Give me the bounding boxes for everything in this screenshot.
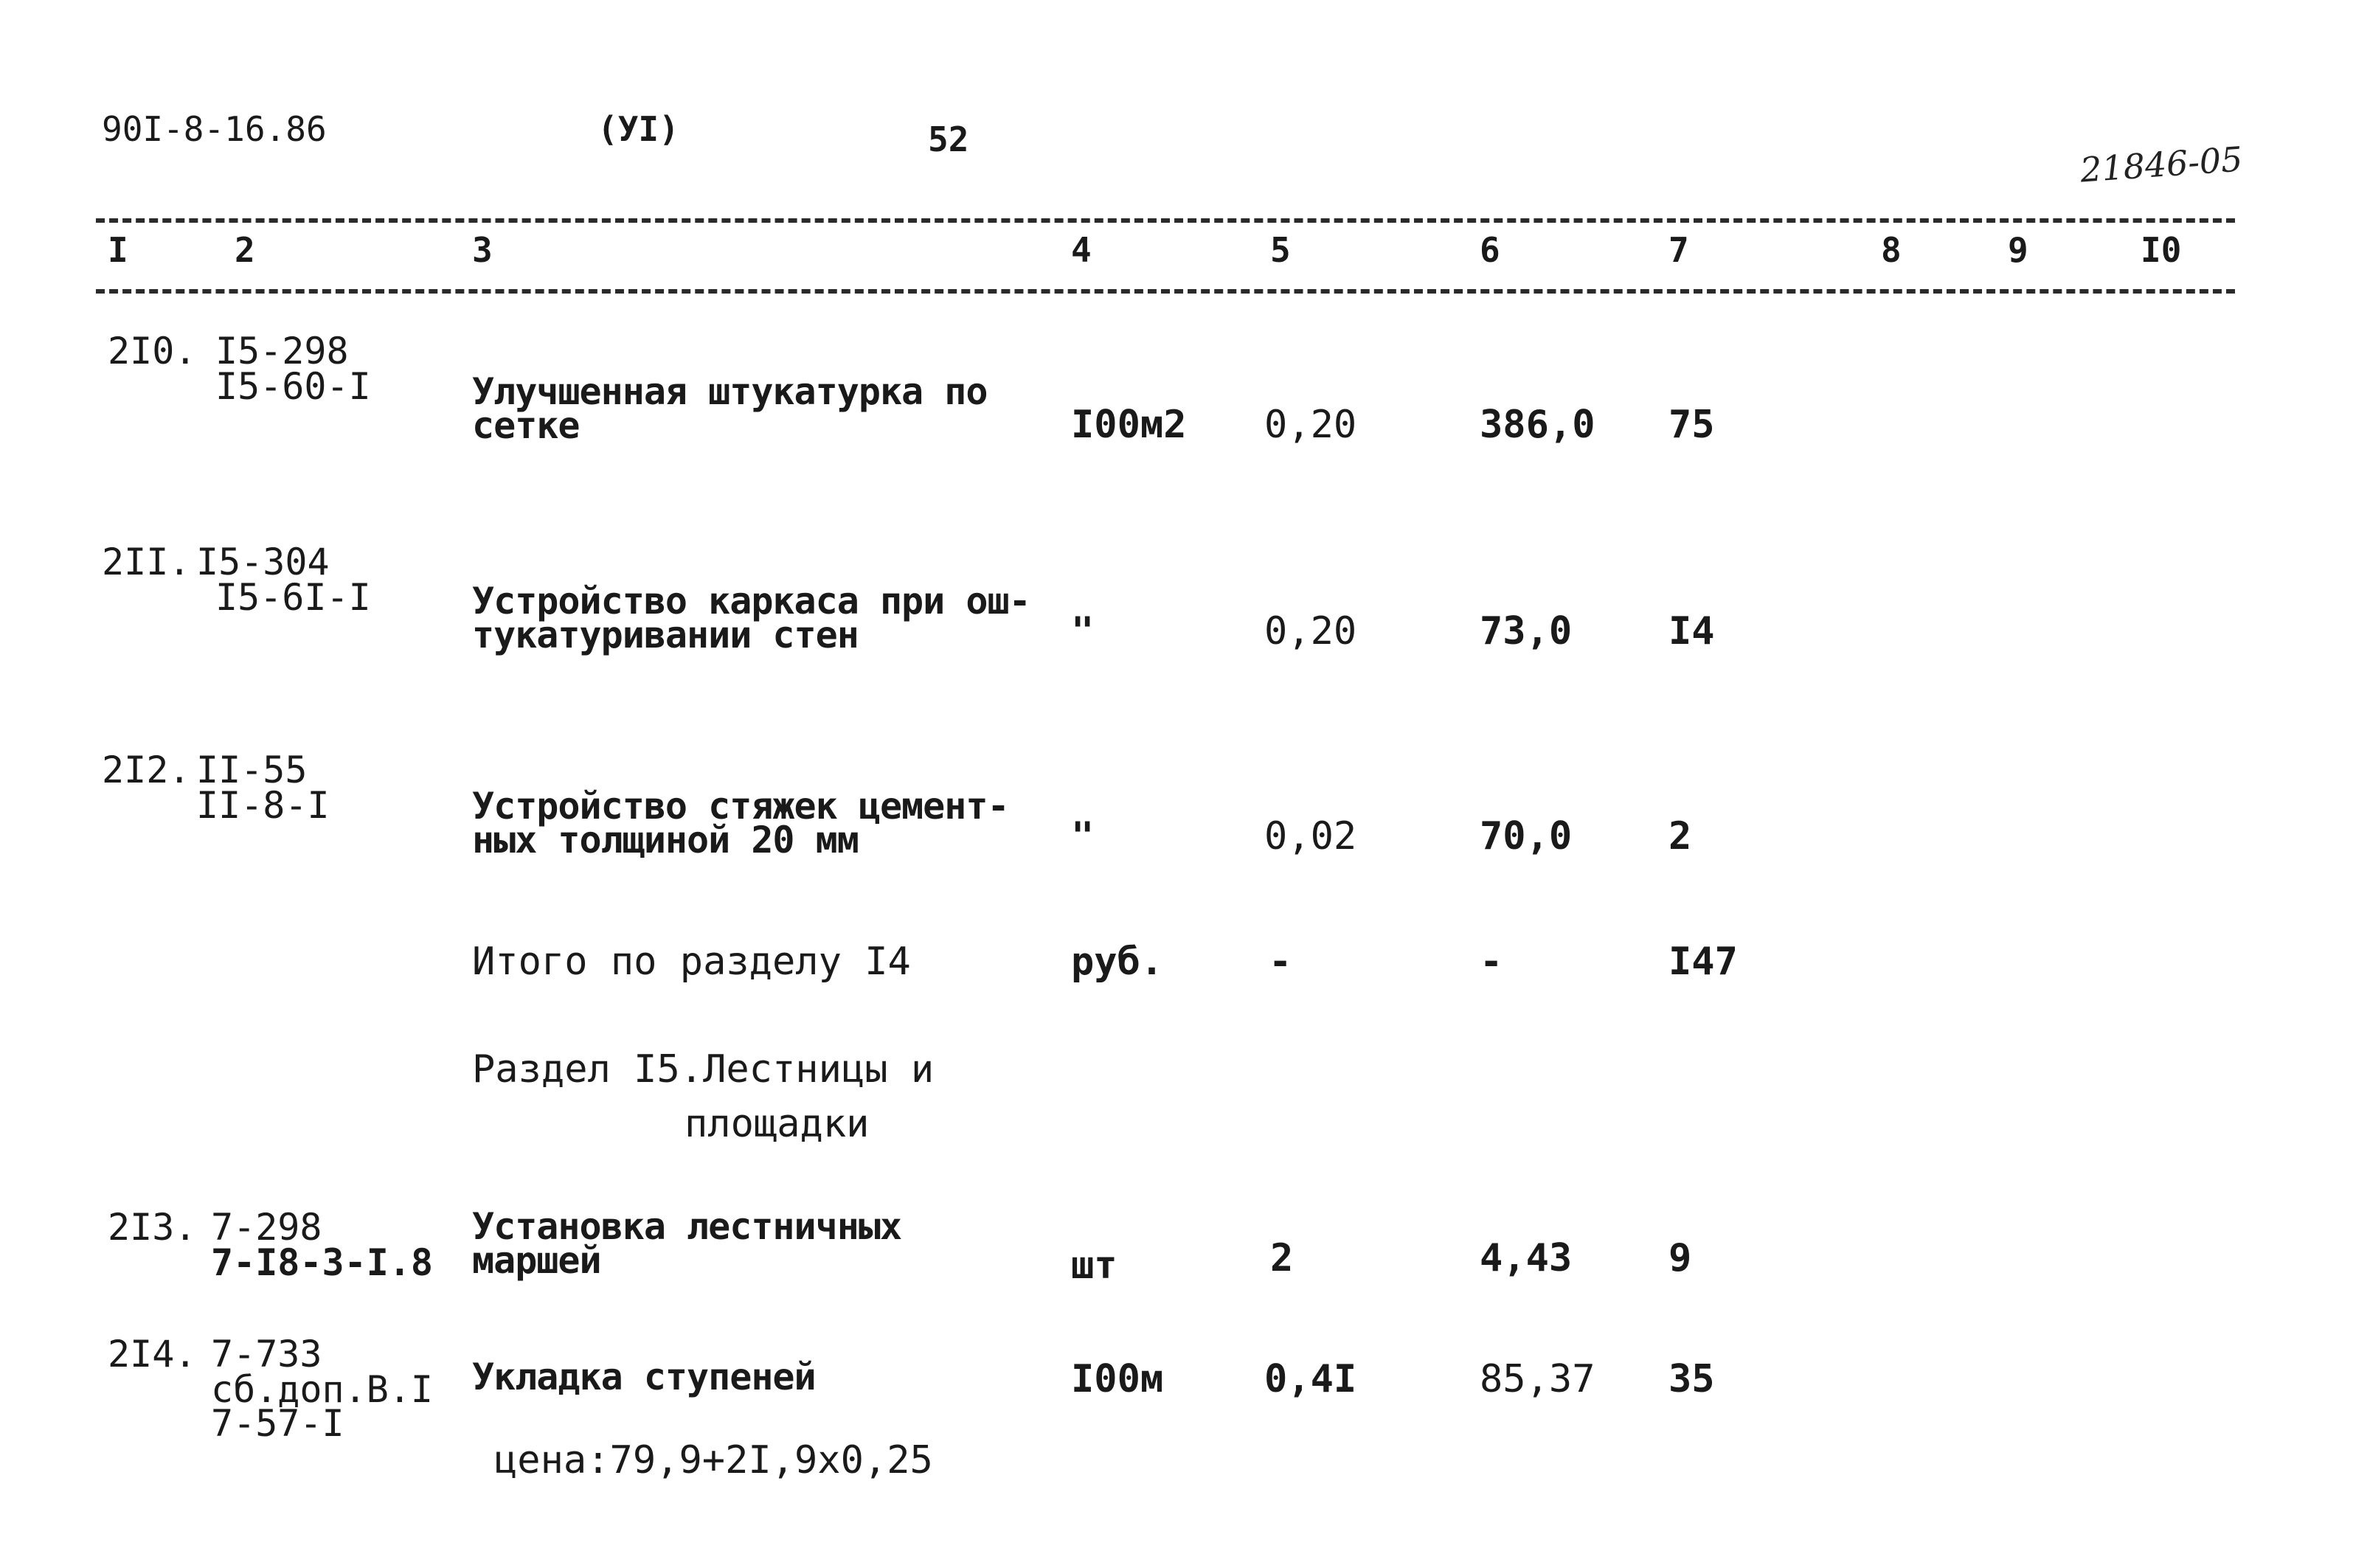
doc-code: 90I-8-16.86 [102, 109, 327, 149]
row-quantity: 2 [1270, 1236, 1294, 1280]
subtotal-label: Итого по разделу I4 [472, 940, 911, 984]
row-description: Установка лестничных [472, 1205, 902, 1248]
column-header-8: 8 [1881, 230, 1902, 270]
row-unit-price: 73,0 [1480, 609, 1573, 653]
row-total: 35 [1668, 1357, 1715, 1401]
subtotal-unit-price: - [1480, 940, 1503, 984]
row-number: 2II. [102, 541, 191, 583]
column-header-2: 2 [235, 230, 255, 270]
row-code: I5-6I-I [215, 576, 371, 619]
column-header-10: I0 [2141, 230, 2182, 270]
row-description: сетке [472, 404, 580, 447]
row-description: ных толщиной 20 мм [472, 819, 859, 861]
header-rule-top [96, 218, 2235, 223]
column-header-3: 3 [472, 230, 493, 270]
row-code: II-55 [196, 749, 308, 791]
row-unit: I00м2 [1071, 403, 1187, 447]
row-quantity: 0,20 [1264, 403, 1357, 447]
row-description: Укладка ступеней [472, 1356, 816, 1398]
row-description: Устройство каркаса при ош- [472, 580, 1030, 622]
row-number: 2I2. [102, 749, 191, 791]
row-unit: шт [1071, 1243, 1117, 1288]
subtotal-unit: руб. [1071, 940, 1164, 984]
row-unit-price: 85,37 [1480, 1357, 1595, 1401]
row-code: II-8-I [196, 784, 330, 827]
row-unit: I00м [1071, 1357, 1164, 1401]
row-number: 2I3. [108, 1206, 197, 1249]
row-unit: " [1071, 814, 1095, 858]
row-description: маршей [472, 1239, 601, 1282]
row-description: Устройство стяжек цемент- [472, 785, 1009, 828]
row-code: I5-298 [215, 330, 349, 372]
row-code: 7-298 [211, 1206, 322, 1249]
column-header-1: I [108, 230, 128, 270]
section-heading: Раздел I5.Лестницы и [472, 1047, 935, 1092]
row-total: 2 [1668, 814, 1692, 858]
row-code: I5-304 [196, 541, 330, 583]
column-header-6: 6 [1480, 230, 1500, 270]
row-code: 7-I8-3-I.8 [211, 1241, 434, 1284]
row-unit: " [1071, 609, 1095, 653]
handwritten-stamp: 21846-05 [2079, 139, 2245, 190]
row-total: 9 [1668, 1236, 1692, 1280]
row-number: 2I0. [108, 330, 197, 372]
row-total: 75 [1668, 403, 1715, 447]
row-total: I4 [1668, 609, 1715, 653]
row-code: 7-57-I [211, 1402, 344, 1445]
row-quantity: 0,4I [1264, 1357, 1357, 1401]
row-code: I5-60-I [215, 365, 371, 408]
row-unit-price: 386,0 [1480, 403, 1595, 447]
row-unit-price: 70,0 [1480, 814, 1573, 858]
row-quantity: 0,20 [1264, 609, 1357, 653]
row-description: тукатуривании стен [472, 614, 859, 656]
row-code: 7-733 [211, 1333, 322, 1376]
section-heading-continued: площадки [685, 1102, 870, 1146]
album-label: (УI) [597, 109, 679, 149]
column-header-5: 5 [1270, 230, 1291, 270]
column-header-9: 9 [2008, 230, 2028, 270]
page-number: 52 [928, 119, 969, 159]
row-unit-price: 4,43 [1480, 1236, 1573, 1280]
row-price-note: цена:79,9+2I,9х0,25 [494, 1438, 933, 1482]
column-header-7: 7 [1668, 230, 1689, 270]
column-header-4: 4 [1071, 230, 1092, 270]
header-rule-bottom [96, 289, 2235, 294]
row-number: 2I4. [108, 1333, 197, 1376]
row-quantity: 0,02 [1264, 814, 1357, 858]
row-code: сб.доп.В.I [211, 1368, 434, 1411]
row-description: Улучшенная штукатурка по [472, 370, 988, 413]
subtotal-total: I47 [1668, 940, 1738, 984]
subtotal-quantity: - [1269, 940, 1292, 984]
